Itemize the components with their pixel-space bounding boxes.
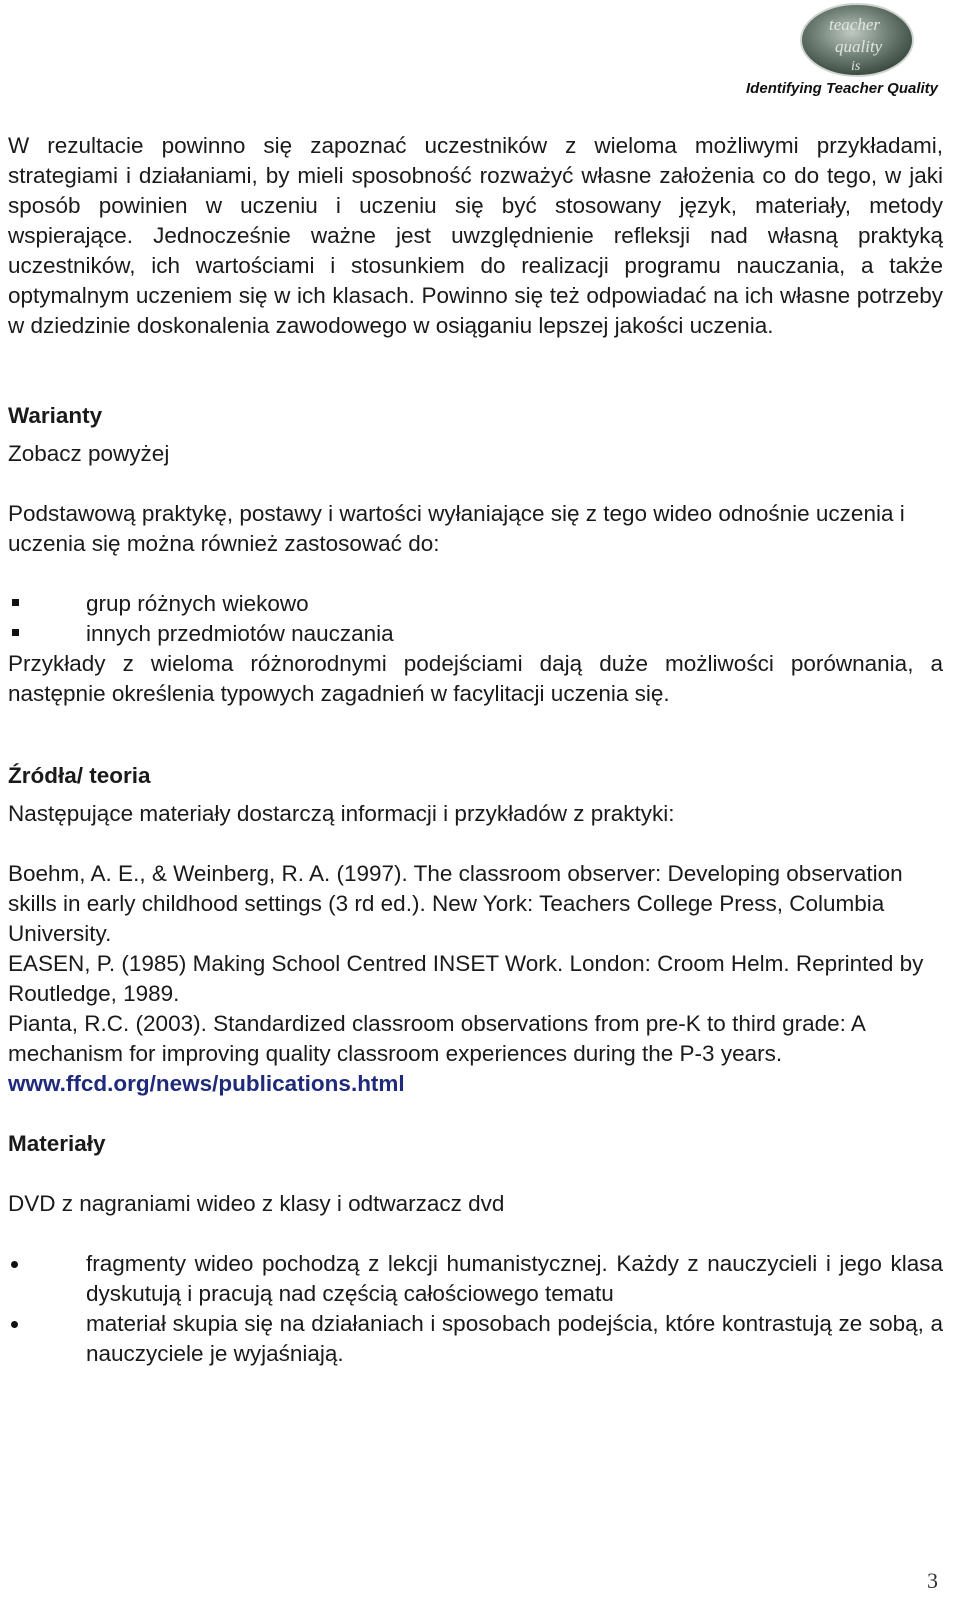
list-item: fragmenty wideo pochodzą z lekcji humanistycznej. Każdy z nauczycieli i jego klasa dyskutują i pracują nad częścią całościowego tematu: [8, 1249, 943, 1309]
materialy-list: [8, 1249, 943, 1369]
warianty-heading: Warianty: [8, 403, 103, 428]
header-title: Identifying Teacher Quality: [746, 80, 938, 97]
warianty-closing: Przykłady z wieloma różnorodnymi podejściami dają duże możliwości porównania, a następnie określenia typowych zagadnień w facylitacji uczenia się.: [8, 651, 943, 706]
reference-1: Boehm, A. E., & Weinberg, R. A. (1997). The classroom observer: Developing observation skills in early childhood settings (3 rd ed.). New York: Teachers College Press, Columbia University.: [8, 861, 903, 946]
reference-link[interactable]: www.ffcd.org/news/publications.html: [8, 1071, 405, 1096]
materialy-line: DVD z nagraniami wideo z klasy i odtwarzacz dvd: [8, 1191, 505, 1216]
intro-paragraph: W rezultacie powinno się zapoznać uczestników z wieloma możliwymi przykładami, strategiami i działaniami, by mieli sposobność rozważyć własne założenia co do tego, w jaki sposób powinien w uczeniu i uczeniu się być stosowany język, materiały, metody wspierające. Jednocześnie ważne jest uwzględnienie refleksji nad własną praktyką uczestników, ich wartościami i stosunkiem do realizacji programu nauczania, a także optymalnym uczeniem się w ich klasach. Powinno się też odpowiadać na ich własne potrzeby w dziedzinie doskonalenia zawodowego w osiąganiu lepszej jakości uczenia.: [8, 133, 943, 338]
list-item: grup różnych wiekowo: [8, 589, 943, 619]
materialy-heading: Materiały: [8, 1131, 106, 1156]
warianty-list: [8, 589, 943, 649]
logo-word-2: quality: [835, 37, 883, 56]
zrodla-heading: Źródła/ teoria: [8, 763, 151, 788]
zrodla-intro: Następujące materiały dostarczą informacji i przykładów z praktyki:: [8, 801, 675, 826]
logo-word-1: teacher: [829, 15, 880, 34]
warianty-line-1: Zobacz powyżej: [8, 441, 170, 466]
reference-2: EASEN, P. (1985) Making School Centred INSET Work. London: Croom Helm. Reprinted by Routledge, 1989.: [8, 951, 924, 1006]
page-number: 3: [927, 1568, 938, 1593]
teacher-quality-logo: [799, 2, 915, 78]
document-body: [8, 131, 943, 1369]
warianty-line-2: Podstawową praktykę, postawy i wartości wyłaniające się z tego wideo odnośnie uczenia i uczenia się można również zastosować do:: [8, 501, 905, 556]
reference-3: Pianta, R.C. (2003). Standardized classroom observations from pre-K to third grade: A mechanism for improving quality classroom experiences during the P-3 years.: [8, 1011, 865, 1066]
logo-word-3: is: [851, 59, 861, 74]
list-item: materiał skupia się na działaniach i sposobach podejścia, które kontrastują ze sobą, a nauczyciele je wyjaśniają.: [8, 1309, 943, 1369]
list-item: innych przedmiotów nauczania: [8, 619, 943, 649]
